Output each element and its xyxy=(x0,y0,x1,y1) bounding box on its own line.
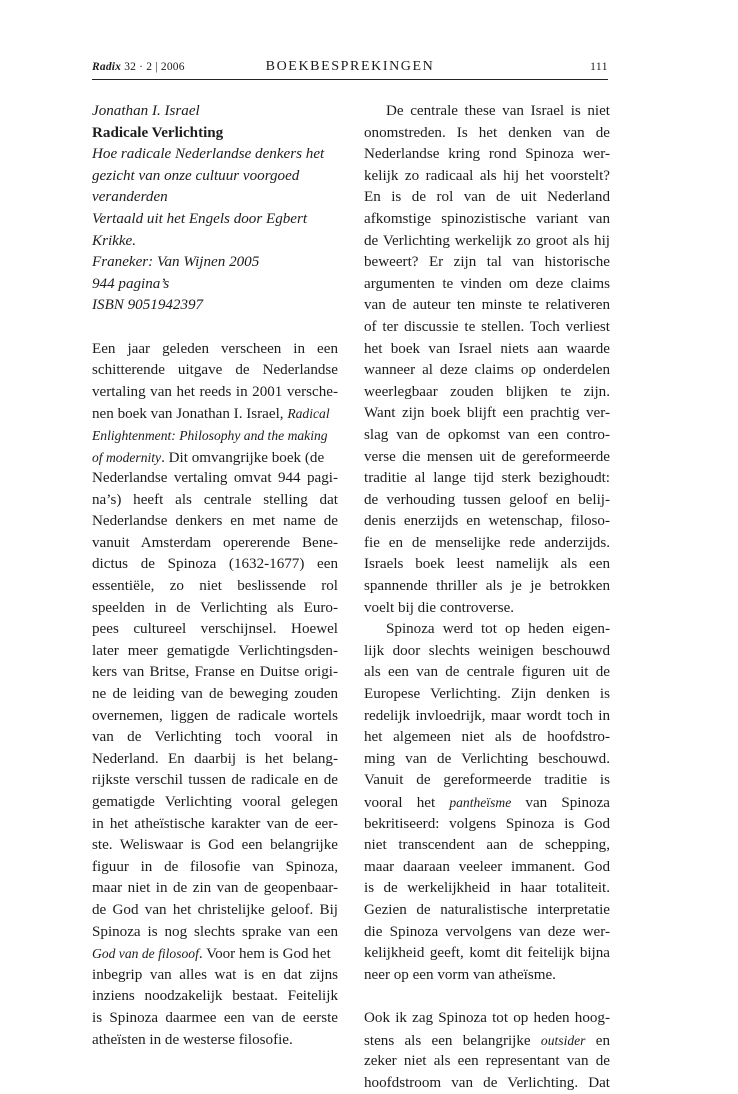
text-line: afkomstige spinozistische variant van xyxy=(364,210,610,227)
text-line: Europese Verlichting. Zijn denken is xyxy=(364,686,610,703)
text-line: Ook ik zag Spinoza tot op heden hoog- xyxy=(364,1009,610,1026)
book-author: Jonathan I. Israel xyxy=(92,103,200,119)
text-line: Nederlandse vertaling omvat 944 pagi- xyxy=(92,470,338,487)
left-column xyxy=(92,101,338,1051)
text-line: pees cultureel verschijnsel. Hoewel xyxy=(92,621,338,638)
text-line: niet transcendent aan de schepping, xyxy=(364,837,610,854)
text-line: neer op een vorm van atheïsme. xyxy=(364,966,556,983)
text-line: Nederlandse denkers en met name de xyxy=(92,513,338,530)
book-subtitle-line: gezicht van onze cultuur voorgoed xyxy=(92,167,300,184)
book-subtitle-line: Hoe radicale Nederlandse denkers het xyxy=(92,146,325,163)
text-line: of ter discussie te stellen. Toch verliest xyxy=(364,318,610,335)
text-line: figuur in de filosofie van Spinoza, xyxy=(92,858,338,875)
text-line: traditie al lange tijd sterk bezighoudt: xyxy=(364,470,610,487)
text-fragment: . Dit omvangrijke boek (de xyxy=(161,449,325,466)
book-publisher: Franeker: Van Wijnen 2005 xyxy=(92,254,260,271)
book-title: Radicale Verlichting xyxy=(92,124,224,141)
text-line: het boek van Israel niets aan waarde xyxy=(364,340,610,357)
spacer xyxy=(92,317,338,339)
text-line: Vanuit de gereformeerde traditie is xyxy=(364,772,610,789)
book-english-title: Radical xyxy=(287,406,330,422)
text-line: de Verlichting werkelijk zo groot als hij xyxy=(364,232,610,249)
text-line: kers van Britse, Franse en Duitse origi- xyxy=(92,664,338,681)
text-line: denis enerzijds en wetenschap, filoso- xyxy=(364,513,610,530)
text-fragment: en xyxy=(595,1032,610,1049)
text-line: wanneer al deze claims op onderdelen xyxy=(364,362,610,379)
text-line: weerlegbaar zouden blijken te zijn. xyxy=(364,383,610,400)
book-subtitle-line: veranderden xyxy=(92,189,168,206)
text-line: fie en de menselijke rede anderzijds. xyxy=(364,534,610,551)
text-line xyxy=(92,403,338,425)
text-line: dictus de Spinoza (1632-1677) een xyxy=(92,556,338,573)
text-line: de verhouding tussen geloof en belij- xyxy=(364,491,610,508)
text-line: bekritiseerd: volgens Spinoza is God xyxy=(364,815,610,832)
text-line: atheïsten in de westerse filosofie. xyxy=(92,1031,293,1048)
text-line: verse die mensen uit de gereformeerde xyxy=(364,448,610,465)
text-line: speelden in de Verlichting als Euro- xyxy=(92,599,338,616)
text-fragment: stens als een belangrijke xyxy=(364,1032,531,1049)
book-pages: 944 pagina’s xyxy=(92,275,170,292)
book-isbn: ISBN 9051942397 xyxy=(92,297,204,314)
text-line: die Spinoza vervolgens van deze wer- xyxy=(364,923,610,940)
text-line xyxy=(364,1030,610,1052)
text-line: vertaling van het reeds in 2001 versche- xyxy=(92,383,338,400)
page-number: 111 xyxy=(590,61,608,73)
journal-name: Radix xyxy=(92,61,122,73)
text-line: Gezien de naturalistische interpretatie xyxy=(364,901,610,918)
journal-issue: 32 · 2 | 2006 xyxy=(124,61,185,73)
text-fragment: van Spinoza xyxy=(525,795,610,811)
book-translation-line: Krikke. xyxy=(92,232,137,249)
text-line: rijkste verschil tussen de radicale en de xyxy=(92,772,338,789)
text-fragment: . Voor hem is God het xyxy=(198,946,331,963)
section-title: BOEKBESPREKINGEN xyxy=(265,59,435,74)
text-line: En is de rol van de uit Nederland xyxy=(364,189,610,206)
text-line: schitterende uitgave de Nederlandse xyxy=(92,362,338,379)
text-line: Een jaar geleden verscheen in een xyxy=(92,340,338,357)
text-line: essentiële, zo niet beslissende rol xyxy=(92,578,338,595)
text-line: maar niet in de zin van de geopenbaar- xyxy=(92,880,338,897)
text-line: kelijk zo radicaal als hij het voorstelt? xyxy=(364,167,610,184)
text-line: ste. Weliswaar is God een belangrijke xyxy=(92,837,338,854)
text-line: is Spinoza daarmee een van de eerste xyxy=(92,1009,338,1026)
text-line: de God van het christelijke geloof. Bij xyxy=(92,901,338,918)
text-line: Nederlandse kring rond Spinoza wer- xyxy=(364,146,610,163)
text-line: slag van de opkomst van een contro- xyxy=(364,426,610,443)
text-fragment: nen boek van Jonathan I. Israel, xyxy=(92,406,284,423)
text-line: argumenten te vinden om deze claims xyxy=(364,275,610,292)
text-line: inbegrip van alles wat is en dat zijns xyxy=(92,966,338,983)
text-line: Nederland. En daarbij is het belang- xyxy=(92,750,338,767)
text-line: maar daaraan veeleer immanent. God xyxy=(364,858,610,875)
emphasis: outsider xyxy=(540,1032,586,1048)
text-line: van de auteur ten minste te relativeren xyxy=(364,297,610,314)
text-line: voelt bij die controverse. xyxy=(364,599,515,616)
text-line: Want zijn boek blijft een prachtig ver- xyxy=(364,405,610,422)
text-line: ming van de Verlichting beschouwd. xyxy=(364,750,610,767)
text-line: spannende thriller als je je betrokken xyxy=(364,578,610,595)
text-line: kelijkheid geeft, komt dit feitelijk bijna xyxy=(364,945,610,962)
text-line: zeker niet als een representant van de xyxy=(364,1053,610,1070)
text-line xyxy=(92,447,338,469)
text-line: hoofdstroom van de Verlichting. Dat xyxy=(364,1074,610,1091)
text-line: redelijk invloedrijk, maar wordt toch in xyxy=(364,707,610,724)
text-line: na’s) heeft als centrale stelling dat xyxy=(92,491,338,508)
text-line: is de werkelijkheid in haar totaliteit. xyxy=(364,880,610,897)
text-line: later meer gematigde Verlichtingsden- xyxy=(92,642,338,659)
text-line: overnemen, liggen de radicale wortels xyxy=(92,707,338,724)
text-line: ne de leiding van de beweging zouden xyxy=(92,686,338,703)
emphasis: pantheïsme xyxy=(449,795,512,810)
book-translation-line: Vertaald uit het Engels door Egbert xyxy=(92,210,308,227)
text-line: inziens noodzakelijk bestaat. Feitelijk xyxy=(92,988,338,1005)
text-line: De centrale these van Israel is niet xyxy=(386,103,610,119)
text-line: Spinoza werd tot op heden eigen- xyxy=(386,621,610,638)
text-line: beweert? Er zijn tal van historische xyxy=(364,254,610,271)
text-line: gematigde Verlichting vooral gelegen xyxy=(92,794,338,810)
text-line: vanuit Amsterdam opererende Bene- xyxy=(92,534,338,551)
text-line: het algemeen niet als de hoofdstro- xyxy=(364,729,610,746)
text-line: Spinoza is nog slechts sprake van een xyxy=(92,923,338,940)
running-header xyxy=(92,59,608,80)
text-line: als een van de centrale figuren uit de xyxy=(364,664,610,681)
book-english-title: Enlightenment: Philosophy and the making xyxy=(92,427,328,443)
text-fragment: vooral het xyxy=(364,795,436,811)
text-line: in het atheïstische karakter van de eer- xyxy=(92,815,338,832)
book-english-title: of modernity xyxy=(92,449,162,465)
right-column xyxy=(364,101,610,1094)
text-line: van de Verlichting toch vooral in xyxy=(92,729,338,746)
spacer xyxy=(364,986,610,1008)
emphasis: God van de filosoof xyxy=(92,946,199,962)
text-line: lijk door slechts weinigen beschouwd xyxy=(364,642,610,659)
text-line: onomstreden. Is het denken van de xyxy=(364,124,610,141)
text-line: Israels boek leest namelijk als een xyxy=(364,556,610,573)
text-line xyxy=(92,943,338,965)
text-line xyxy=(364,792,610,814)
